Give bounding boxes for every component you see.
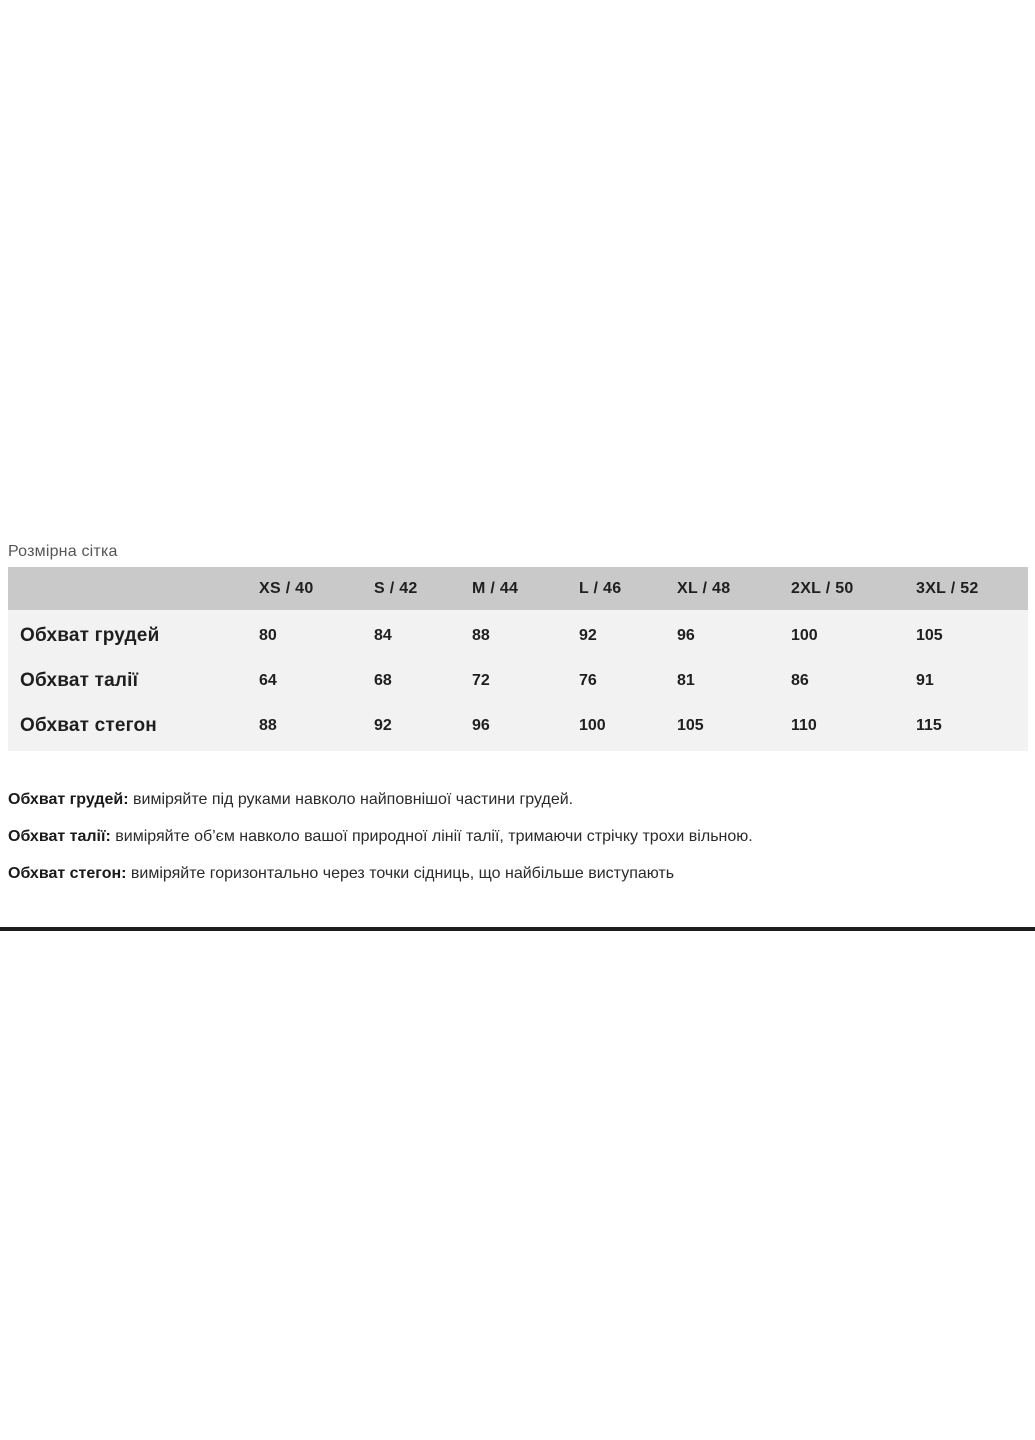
header-cell-size: S / 42 [374, 579, 418, 597]
table-cell: 88 [259, 716, 277, 734]
note-text: виміряйте під руками навколо найповнішої частини грудей. [128, 791, 574, 808]
header-cell-size: XL / 48 [677, 579, 731, 597]
size-table-wrapper [8, 567, 1028, 751]
note-hips [8, 864, 1028, 901]
table-cell: 68 [374, 671, 392, 689]
size-table-header-row [8, 567, 1028, 610]
table-cell: 91 [916, 671, 934, 689]
row-label: Обхват талії [20, 669, 139, 691]
note-term: Обхват талії: [8, 828, 111, 845]
measurement-notes [8, 790, 1028, 901]
table-cell: 81 [677, 671, 695, 689]
bottom-divider [0, 927, 1035, 931]
table-cell: 100 [791, 626, 818, 644]
table-cell: 88 [472, 626, 490, 644]
table-cell: 105 [677, 716, 704, 734]
header-cell-size: 3XL / 52 [916, 579, 979, 597]
header-cell-size: XS / 40 [259, 579, 314, 597]
table-cell: 64 [259, 671, 277, 689]
table-cell: 96 [472, 716, 490, 734]
note-chest [8, 790, 1028, 827]
note-term: Обхват стегон: [8, 865, 127, 882]
table-cell: 92 [579, 626, 597, 644]
header-cell-empty [8, 567, 259, 610]
table-cell: 92 [374, 716, 392, 734]
size-table [8, 567, 1028, 751]
table-row [8, 657, 1028, 704]
header-cell-size: 2XL / 50 [791, 579, 854, 597]
note-term: Обхват грудей: [8, 791, 129, 808]
table-cell: 105 [916, 626, 943, 644]
note-text: виміряйте горизонтально через точки сідниць, що найбільше виступають [126, 865, 675, 882]
header-cell-size: M / 44 [472, 579, 519, 597]
header-cell-size: L / 46 [579, 579, 622, 597]
table-row [8, 704, 1028, 751]
table-cell: 72 [472, 671, 490, 689]
row-label: Обхват грудей [20, 624, 160, 646]
table-cell: 76 [579, 671, 597, 689]
note-text: виміряйте об’єм навколо вашої природної лінії талії, тримаючи стрічку трохи вільною. [110, 828, 753, 845]
table-cell: 100 [579, 716, 606, 734]
note-waist [8, 827, 1028, 864]
row-label: Обхват стегон [20, 714, 157, 736]
table-cell: 96 [677, 626, 695, 644]
table-cell: 80 [259, 626, 277, 644]
table-cell: 115 [916, 716, 942, 734]
table-cell: 84 [374, 626, 392, 644]
table-cell: 86 [791, 671, 809, 689]
size-chart-title: Розмірна сітка [8, 543, 118, 560]
table-cell: 110 [791, 716, 817, 734]
table-row [8, 610, 1028, 657]
